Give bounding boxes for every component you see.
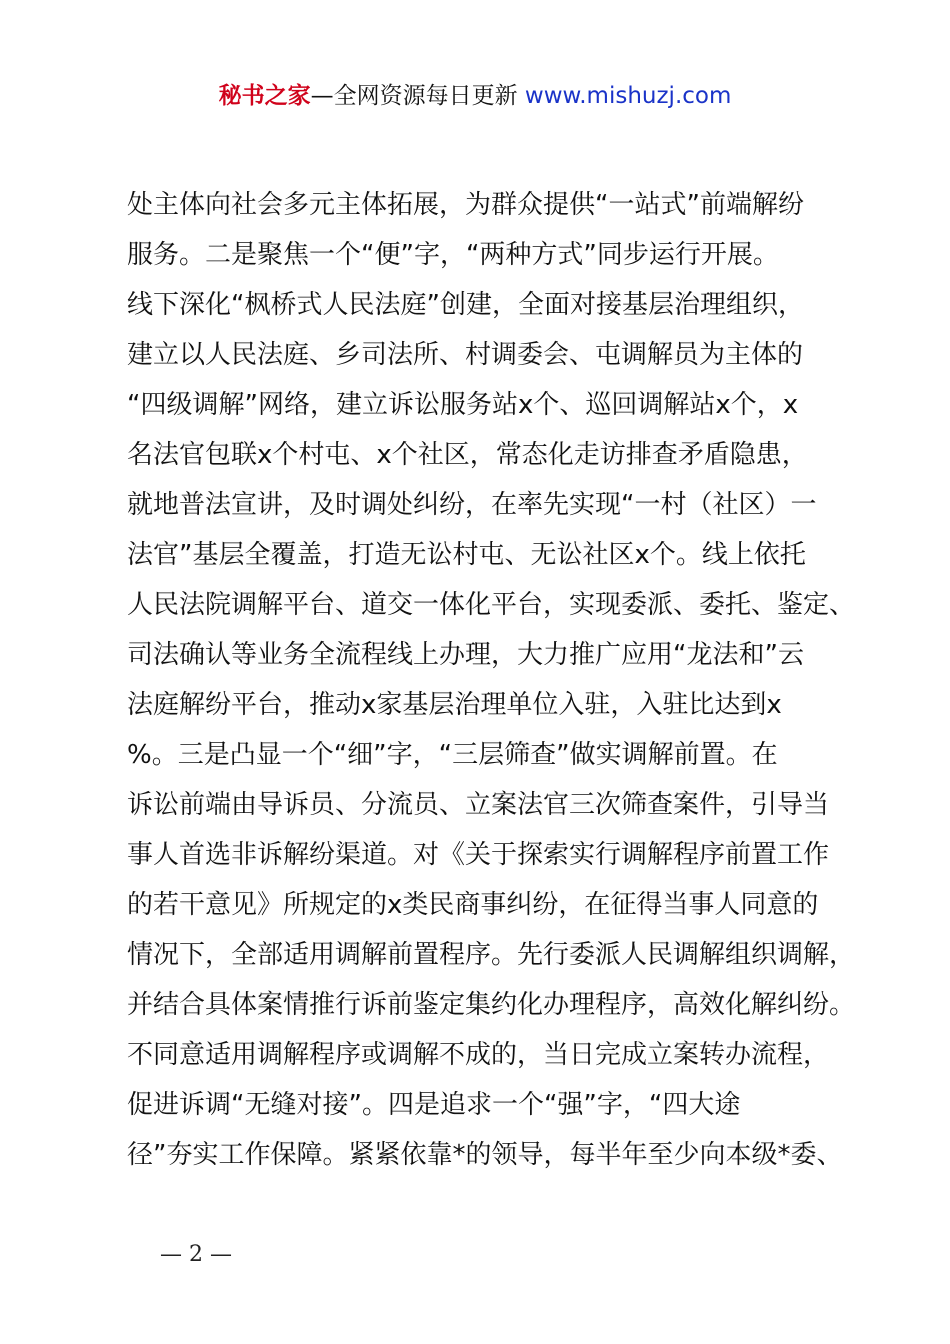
body-line: 就地普法宣讲，及时调处纠纷，在率先实现“一村（社区）一: [127, 490, 817, 520]
document-body: [127, 180, 857, 1180]
body-line: “四级调解”网络，建立诉讼服务站x个、巡回调解站x个，x: [127, 390, 799, 420]
body-line: 处主体向社会多元主体拓展，为群众提供“一站式”前端解纷: [127, 190, 804, 220]
site-header: [0, 80, 950, 112]
body-line: 并结合具体案情推行诉前鉴定集约化办理程序，高效化解纠纷。: [127, 990, 856, 1020]
body-line: 名法官包联x个村屯、x个社区，常态化走访排查矛盾隐患，: [127, 440, 808, 470]
body-line: 司法确认等业务全流程线上办理，大力推广应用“龙法和”云: [127, 640, 804, 670]
body-line: 建立以人民法庭、乡司法所、村调委会、屯调解员为主体的: [127, 340, 804, 370]
body-line: 的若干意见》所规定的x类民商事纠纷，在征得当事人同意的: [127, 890, 819, 920]
body-line: 情况下，全部适用调解前置程序。先行委派人民调解组织调解，: [127, 940, 856, 970]
body-line: 线下深化“枫桥式人民法庭”创建，全面对接基层治理组织，: [127, 290, 804, 320]
body-line: 事人首选非诉解纷渠道。对《关于探索实行调解程序前置工作: [127, 840, 830, 870]
header-tagline: —全网资源每日更新: [310, 83, 518, 109]
body-line: 不同意适用调解程序或调解不成的，当日完成立案转办流程，: [127, 1040, 830, 1070]
site-url-link[interactable]: www.mishuzj.com: [524, 83, 732, 109]
body-line: 服务。二是聚焦一个“便”字，“两种方式”同步运行开展。: [127, 240, 779, 270]
body-line: 人民法院调解平台、道交一体化平台，实现委派、委托、鉴定、: [127, 590, 856, 620]
body-line: 径”夯实工作保障。紧紧依靠*的领导，每半年至少向本级*委、: [127, 1140, 843, 1170]
brand-name: 秘书之家: [218, 83, 311, 109]
body-line: 促进诉调“无缝对接”。四是追求一个“强”字，“四大途: [127, 1090, 741, 1120]
body-line: 法官”基层全覆盖，打造无讼村屯、无讼社区x个。线上依托: [127, 540, 806, 570]
body-line: 诉讼前端由导诉员、分流员、立案法官三次筛查案件，引导当: [127, 790, 830, 820]
page-number: — 2 —: [160, 1242, 232, 1267]
body-line: 法庭解纷平台，推动x家基层治理单位入驻，入驻比达到x: [127, 690, 782, 720]
body-line: %。三是凸显一个“细”字，“三层筛查”做实调解前置。在: [127, 740, 778, 770]
